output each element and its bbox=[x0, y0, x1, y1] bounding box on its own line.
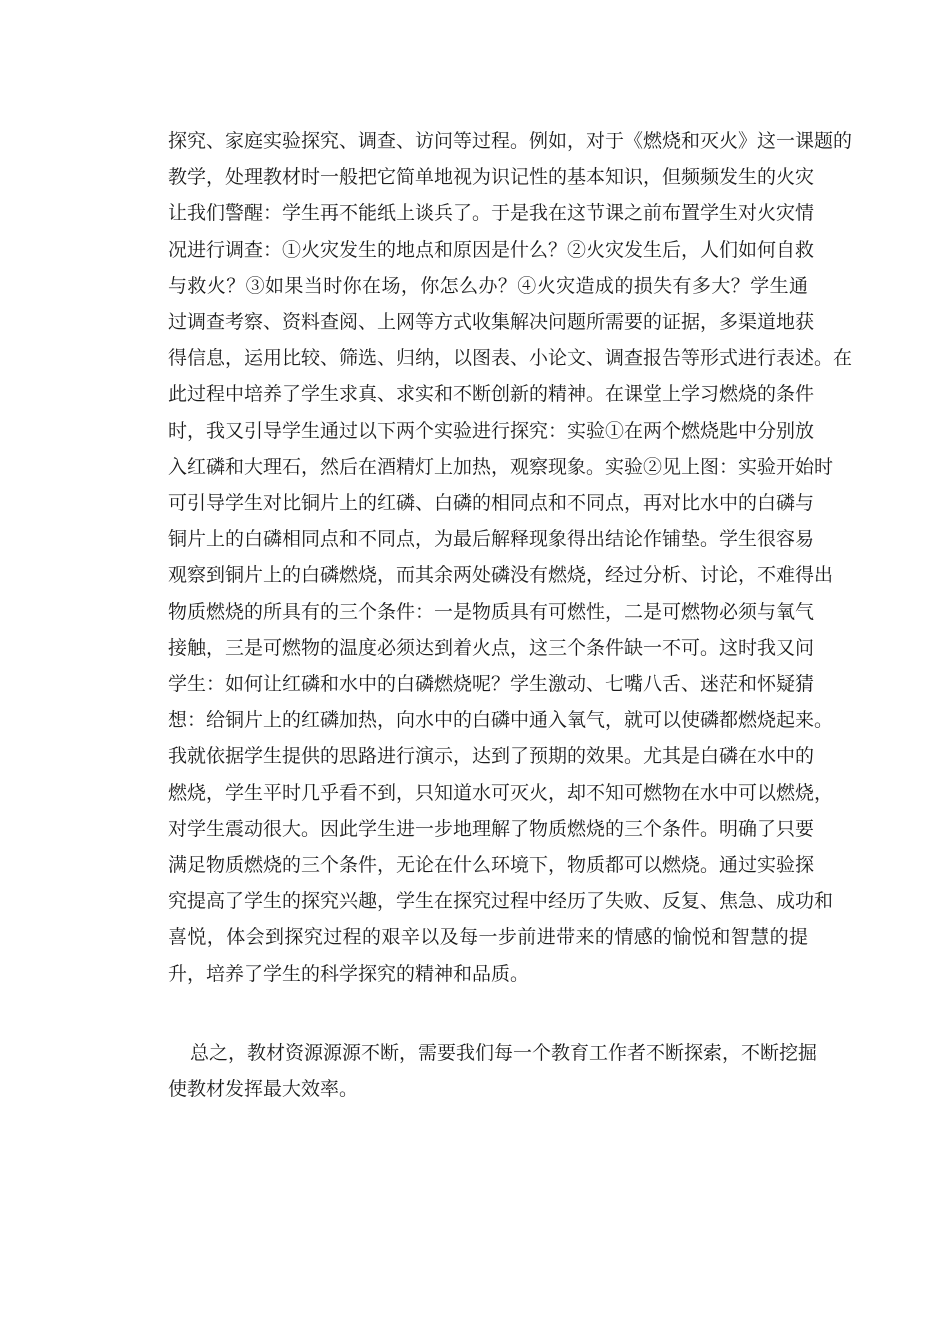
text-line: 对学生震动很大。因此学生进一步地理解了物质燃烧的三个条件。明确了只要 bbox=[168, 817, 815, 840]
text-line: 喜悦，体会到探究过程的艰辛以及每一步前进带来的情感的愉悦和智慧的提 bbox=[168, 926, 808, 949]
text-line: 入红磷和大理石，然后在酒精灯上加热，观察现象。实验②见上图：实验开始时 bbox=[168, 455, 834, 478]
text-line: 与救火？③如果当时你在场，你怎么办？④火灾造成的损失有多大？学生通 bbox=[168, 274, 808, 297]
text-line: 观察到铜片上的白磷燃烧，而其余两处磷没有燃烧，经过分析、讨论，不难得出 bbox=[168, 564, 834, 587]
text-line: 使教材发挥最大效率。 bbox=[168, 1078, 359, 1100]
text-line: 我就依据学生提供的思路进行演示，达到了预期的效果。尤其是白磷在水中的 bbox=[168, 745, 815, 768]
text-line: 教学，处理教材时一般把它简单地视为识记性的基本知识，但频频发生的火灾 bbox=[168, 166, 815, 189]
text-line: 铜片上的白磷相同点和不同点，为最后解释现象得出结论作铺垫。学生很容易 bbox=[168, 528, 815, 551]
text-line: 探究、家庭实验探究、调查、访问等过程。例如，对于《燃烧和灭火》这一课题的 bbox=[168, 130, 853, 152]
text-line: 此过程中培养了学生求真、求实和不断创新的精神。在课堂上学习燃烧的条件 bbox=[168, 383, 815, 406]
text-line: 可引导学生对比铜片上的红磷、白磷的相同点和不同点，再对比水中的白磷与 bbox=[168, 492, 815, 514]
text-line: 总之，教材资源源源不断，需要我们每一个教育工作者不断探索，不断挖掘 bbox=[190, 1042, 818, 1064]
text-line: 让我们警醒：学生再不能纸上谈兵了。于是我在这节课之前布置学生对火灾情 bbox=[168, 202, 815, 225]
text-line: 物质燃烧的所具有的三个条件：一是物质具有可燃性，二是可燃物必须与氧气 bbox=[168, 600, 815, 623]
text-line: 时，我又引导学生通过以下两个实验进行探究：实验①在两个燃烧匙中分别放 bbox=[168, 419, 815, 442]
text-line: 接触，三是可燃物的温度必须达到着火点，这三个条件缺一不可。这时我又问 bbox=[168, 636, 815, 659]
text-line: 过调查考察、资料查阅、上网等方式收集解决问题所需要的证据，多渠道地获 bbox=[168, 311, 815, 333]
text-line: 升，培养了学生的科学探究的精神和品质。 bbox=[168, 962, 530, 985]
text-line: 燃烧，学生平时几乎看不到，只知道水可灭火，却不知可燃物在水中可以燃烧， bbox=[168, 781, 834, 804]
text-line: 满足物质燃烧的三个条件，无论在什么环境下，物质都可以燃烧。通过实验探 bbox=[168, 854, 815, 876]
text-line: 得信息，运用比较、筛选、归纳，以图表、小论文、调查报告等形式进行表述。在 bbox=[168, 347, 853, 370]
text-line: 想：给铜片上的红磷加热，向水中的白磷中通入氧气，就可以使磷都燃烧起来。 bbox=[168, 709, 834, 732]
text-line: 究提高了学生的探究兴趣，学生在探究过程中经历了失败、反复、焦急、成功和 bbox=[168, 890, 834, 913]
text-line: 学生：如何让红磷和水中的白磷燃烧呢？学生激动、七嘴八舌、迷茫和怀疑猜 bbox=[168, 673, 815, 695]
text-line: 况进行调查：①火灾发生的地点和原因是什么？②火灾发生后，人们如何自救 bbox=[168, 238, 815, 261]
